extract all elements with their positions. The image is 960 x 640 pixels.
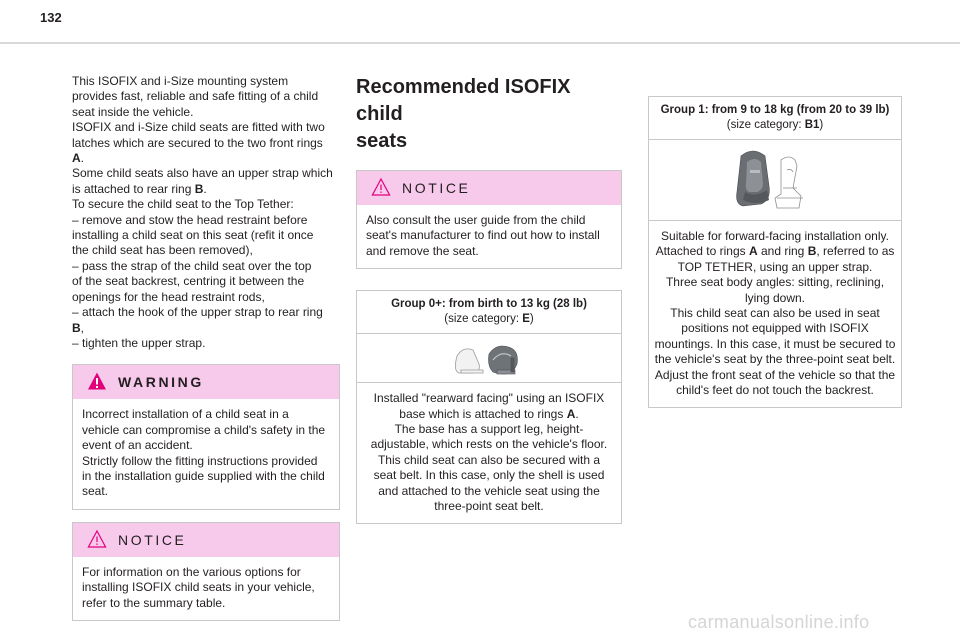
column-right bbox=[648, 96, 902, 408]
group-1-description: Suitable for forward-facing installation only. Attached to rings A and ring B, referred to as TOP TETHER, using an upper strap. Three seat body angles: sitting, reclining, lying down. This child seat can also be used in seat positions not equipped with ISOFIX mountings. In this case, it must be secured to the vehicle's seat by the three-point seat belt. Adjust the front seat of the vehicle so that the child's feet do not touch the backrest. bbox=[654, 229, 896, 398]
notice-header bbox=[73, 523, 339, 557]
rearward-child-seat-illustration bbox=[357, 334, 623, 382]
group-0-image-row bbox=[357, 334, 621, 383]
group-1-heading: Group 1: from 9 to 18 kg (from 20 to 39 lb) (size category: B1) bbox=[649, 97, 901, 140]
notice-label: NOTICE bbox=[118, 531, 187, 548]
column-left bbox=[72, 74, 340, 621]
page-number: 132 bbox=[40, 10, 62, 25]
forward-child-seat-illustration bbox=[649, 140, 903, 220]
group-0-description: Installed "rearward facing" using an ISOFIX base which is attached to rings A. The base has a support leg, height- adjustable, which rests on the vehicle's floor. This child seat can also be secured with a seat belt. In this case, only the shell is used and attached to the vehicle seat using the three-point seat belt. bbox=[370, 391, 608, 514]
group-0-heading: Group 0+: from birth to 13 kg (28 lb) (size category: E) bbox=[357, 291, 621, 334]
notice-triangle-icon bbox=[371, 177, 391, 197]
intro-text: This ISOFIX and i-Size mounting system provides fast, reliable and safe fitting of a child seat inside the vehicle. ISOFIX and i-Size child seats are fitted with two latches which are secured to the two front rings A. Some child seats also have an upper strap which is attached to rear ring B. To secure the child seat to the Top Tether: – remove and stow the head restraint before installing a child seat on this seat (refit it once the child seat has been removed), – pass the strap of the child seat over the top of the seat backrest, centring it between the openings for the head restraint rods, – attach the hook of the upper strap to rear ring B, – tighten the upper strap. bbox=[72, 74, 333, 350]
notice-box-middle bbox=[356, 170, 622, 269]
ring-a-label: A bbox=[566, 406, 576, 421]
warning-label: WARNING bbox=[118, 374, 204, 391]
ring-a-label: A bbox=[72, 151, 81, 166]
notice-text: Also consult the user guide from the child seat's manufacturer to find out how to install and remove the seat. bbox=[366, 213, 600, 258]
ring-a-label: A bbox=[748, 244, 758, 259]
notice-label: NOTICE bbox=[402, 180, 471, 196]
notice-header bbox=[357, 171, 621, 205]
watermark: carmanualsonline.info bbox=[688, 612, 870, 632]
notice-triangle-icon bbox=[87, 529, 107, 549]
ring-b-label: B bbox=[194, 181, 204, 196]
column-middle bbox=[356, 74, 622, 524]
group-1-table bbox=[648, 96, 902, 408]
section-title: Recommended ISOFIX child seats bbox=[356, 76, 571, 152]
warning-text: Incorrect installation of a child seat in a vehicle can compromise a child's safety in the event of an accident. Strictly follow the fitting instructions provided in the installation guide supplied with the child seat. bbox=[82, 407, 326, 499]
group-1-image-row bbox=[649, 140, 901, 221]
notice-text: For information on the various options for installing ISOFIX child seats in your vehicle, refer to the summary table. bbox=[82, 564, 315, 610]
warning-box bbox=[72, 364, 340, 509]
group-0-table bbox=[356, 290, 622, 524]
ring-b-label: B bbox=[807, 244, 817, 259]
warning-triangle-icon bbox=[87, 371, 107, 391]
warning-header bbox=[73, 365, 339, 399]
notice-box-left bbox=[72, 522, 340, 621]
ring-b-label: B bbox=[72, 320, 81, 335]
top-divider bbox=[0, 42, 960, 44]
